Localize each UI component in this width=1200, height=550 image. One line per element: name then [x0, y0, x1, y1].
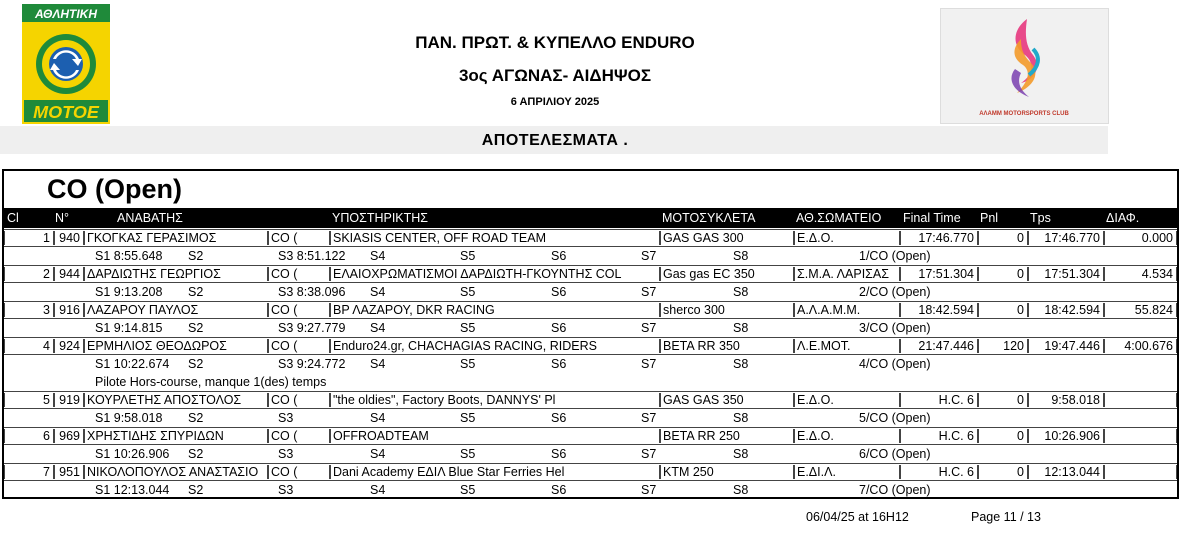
row-s2: S2 [188, 447, 204, 461]
row-position: 5/CO (Open) [859, 411, 931, 425]
row-club: Ε.ΔΙ.Λ. [794, 465, 900, 479]
row-s8: S8 [733, 483, 749, 497]
row-bike: KTM 250 [660, 465, 794, 479]
table-row [4, 265, 1177, 283]
col-class: Cl [7, 211, 19, 225]
row-diff: 0.000 [1104, 231, 1177, 245]
row-final-time: 18:42.594 [900, 303, 978, 317]
row-s4: S4 [370, 249, 386, 263]
row-final-time: H.C. 6 [900, 429, 978, 443]
row-rider: ΧΡΗΣΤΙΔΗΣ ΣΠΥΡΙΔΩΝ [84, 429, 268, 443]
row-s7: S7 [641, 357, 657, 371]
row-s4: S4 [370, 483, 386, 497]
row-s1: S1 9:58.018 [95, 411, 163, 425]
row-club: Α.Λ.Α.Μ.Μ. [794, 303, 900, 317]
row-s1: S1 8:55.648 [95, 249, 163, 263]
row-bike: Gas gas EC 350 [660, 267, 794, 281]
row-s1: S1 9:14.815 [95, 321, 163, 335]
row-diff: 55.824 [1104, 303, 1177, 317]
row-sponsor: ΕΛΑΙΟΧΡΩΜΑΤΙΣΜΟΙ ΔΑΡΔΙΩΤΗ-ΓΚΟΥΝΤΗΣ COL [330, 267, 660, 281]
row-rider: ΔΑΡΔΙΩΤΗΣ ΓΕΩΡΓΙΟΣ [84, 267, 268, 281]
row-class: 2 [4, 267, 54, 281]
row-diff: 4:00.676 [1104, 339, 1177, 353]
championship-title: ΠΑΝ. ΠΡΩΤ. & ΚΥΠΕΛΛΟ ENDURO [415, 33, 695, 52]
row-number: 940 [54, 231, 84, 245]
row-bike: GAS GAS 350 [660, 393, 794, 407]
row-s8: S8 [733, 321, 749, 335]
row-s5: S5 [460, 483, 476, 497]
row-penalty: 120 [978, 339, 1028, 353]
event-date: 6 ΑΠΡΙΛΙΟΥ 2025 [510, 96, 600, 108]
row-class: 3 [4, 303, 54, 317]
col-diff: ΔΙΑΦ. [1106, 211, 1140, 225]
row-penalty: 0 [978, 231, 1028, 245]
row-category: CO ( [268, 339, 330, 353]
row-club: Ε.Δ.Ο. [794, 393, 900, 407]
row-s5: S5 [460, 249, 476, 263]
row-number: 969 [54, 429, 84, 443]
table-row [4, 301, 1177, 319]
row-s6: S6 [551, 447, 567, 461]
col-penalty: Pnl [980, 211, 999, 225]
row-final-time: 21:47.446 [900, 339, 978, 353]
row-bike: BETA RR 350 [660, 339, 794, 353]
row-s8: S8 [733, 447, 749, 461]
print-timestamp: 06/04/25 at 16H12 [806, 510, 909, 524]
row-tps: 10:26.906 [1028, 429, 1104, 443]
row-s2: S2 [188, 321, 204, 335]
row-sponsor: "the oldies", Factory Boots, DANNYS' Pl [330, 393, 660, 407]
row-s1: S1 10:22.674 [95, 357, 170, 371]
club-logo-text: ΑΛΑΜΜ MOTORSPORTS CLUB [979, 111, 1069, 117]
row-sponsor: OFFROADTEAM [330, 429, 660, 443]
row-s4: S4 [370, 285, 386, 299]
row-class: 6 [4, 429, 54, 443]
row-number: 944 [54, 267, 84, 281]
row-rider: ΕΡΜΗΛΙΟΣ ΘΕΟΔΩΡΟΣ [84, 339, 268, 353]
row-sponsor: Dani Academy ΕΔΙΛ Blue Star Ferries Hel [330, 465, 660, 479]
row-s6: S6 [551, 249, 567, 263]
row-s5: S5 [460, 285, 476, 299]
club-logo [940, 8, 1109, 124]
row-diff: 4.534 [1104, 267, 1177, 281]
row-sponsor: Enduro24.gr, CHACHAGIAS RACING, RIDERS [330, 339, 660, 353]
row-s4: S4 [370, 411, 386, 425]
col-club: ΑΘ.ΣΩΜΑΤΕΙΟ [796, 211, 882, 225]
row-s4: S4 [370, 321, 386, 335]
table-row [4, 427, 1177, 445]
row-number: 951 [54, 465, 84, 479]
row-s1: S1 9:13.208 [95, 285, 163, 299]
row-s5: S5 [460, 321, 476, 335]
row-s6: S6 [551, 483, 567, 497]
row-s7: S7 [641, 483, 657, 497]
row-penalty: 0 [978, 465, 1028, 479]
row-final-time: H.C. 6 [900, 465, 978, 479]
row-category: CO ( [268, 429, 330, 443]
row-note: Pilote Hors-course, manque 1(des) temps [95, 375, 327, 389]
row-rider: ΛΑΖΑΡΟΥ ΠΑΥΛΟΣ [84, 303, 268, 317]
row-sponsor: SKIASIS CENTER, OFF ROAD TEAM [330, 231, 660, 245]
row-number: 924 [54, 339, 84, 353]
row-position: 7/CO (Open) [859, 483, 931, 497]
col-tps: Tps [1030, 211, 1051, 225]
row-final-time: 17:46.770 [900, 231, 978, 245]
row-s5: S5 [460, 447, 476, 461]
row-tps: 19:47.446 [1028, 339, 1104, 353]
row-s1: S1 10:26.906 [95, 447, 170, 461]
row-s7: S7 [641, 411, 657, 425]
row-final-time: 17:51.304 [900, 267, 978, 281]
row-s4: S4 [370, 357, 386, 371]
row-category: CO ( [268, 303, 330, 317]
table-row [4, 229, 1177, 247]
logo-top-text: ΑΘΛΗΤΙΚΗ [35, 7, 97, 21]
row-s2: S2 [188, 483, 204, 497]
row-penalty: 0 [978, 303, 1028, 317]
table-row [4, 337, 1177, 355]
row-category: CO ( [268, 267, 330, 281]
row-diff [1104, 393, 1177, 407]
col-rider: ΑΝΑΒΑΤΗΣ [117, 211, 183, 225]
category-title: CO (Open) [47, 174, 182, 204]
row-number: 916 [54, 303, 84, 317]
row-class: 5 [4, 393, 54, 407]
results-label: ΑΠΟΤΕΛΕΣΜΑΤΑ . [481, 132, 629, 149]
row-category: CO ( [268, 231, 330, 245]
table-row [4, 463, 1177, 481]
row-s3: S3 8:38.096 [278, 285, 346, 299]
row-penalty: 0 [978, 429, 1028, 443]
row-class: 1 [4, 231, 54, 245]
row-position: 6/CO (Open) [859, 447, 931, 461]
row-s6: S6 [551, 411, 567, 425]
col-bike: ΜΟΤΟΣΥΚΛΕΤΑ [662, 211, 756, 225]
row-final-time: H.C. 6 [900, 393, 978, 407]
row-s3: S3 8:51.122 [278, 249, 346, 263]
row-s3: S3 [278, 483, 294, 497]
row-s6: S6 [551, 321, 567, 335]
row-s4: S4 [370, 447, 386, 461]
row-tps: 9:58.018 [1028, 393, 1104, 407]
row-category: CO ( [268, 465, 330, 479]
row-class: 4 [4, 339, 54, 353]
row-bike: GAS GAS 300 [660, 231, 794, 245]
row-tps: 17:46.770 [1028, 231, 1104, 245]
page-number: Page 11 / 13 [971, 510, 1041, 524]
col-number: N° [55, 211, 70, 225]
col-final-time: Final Time [903, 211, 961, 225]
row-tps: 17:51.304 [1028, 267, 1104, 281]
row-position: 1/CO (Open) [859, 249, 931, 263]
row-club: Ε.Δ.Ο. [794, 231, 900, 245]
row-s2: S2 [188, 411, 204, 425]
row-number: 919 [54, 393, 84, 407]
row-s3: S3 9:27.779 [278, 321, 346, 335]
row-rider: ΓΚΟΓΚΑΣ ΓΕΡΑΣΙΜΟΣ [84, 231, 268, 245]
row-s3: S3 9:24.772 [278, 357, 346, 371]
row-s7: S7 [641, 249, 657, 263]
row-bike: sherco 300 [660, 303, 794, 317]
row-diff [1104, 429, 1177, 443]
row-tps: 12:13.044 [1028, 465, 1104, 479]
event-title: 3ος ΑΓΩΝΑΣ- ΑΙΔΗΨΟΣ [458, 66, 652, 85]
row-s8: S8 [733, 285, 749, 299]
row-s7: S7 [641, 447, 657, 461]
row-s5: S5 [460, 411, 476, 425]
row-sponsor: ΒΡ ΛΑΖΑΡΟΥ, DKR RACING [330, 303, 660, 317]
row-penalty: 0 [978, 267, 1028, 281]
row-club: Ε.Δ.Ο. [794, 429, 900, 443]
row-s8: S8 [733, 249, 749, 263]
row-s6: S6 [551, 285, 567, 299]
row-s3: S3 [278, 411, 294, 425]
row-s1: S1 12:13.044 [95, 483, 170, 497]
row-s3: S3 [278, 447, 294, 461]
row-position: 3/CO (Open) [859, 321, 931, 335]
row-tps: 18:42.594 [1028, 303, 1104, 317]
federation-logo [22, 4, 110, 124]
col-sponsor: ΥΠΟΣΤΗΡΙΚΤΗΣ [332, 211, 429, 225]
row-s5: S5 [460, 357, 476, 371]
row-s7: S7 [641, 285, 657, 299]
logo-bottom-text: ΜΟΤΟΕ [33, 102, 99, 122]
row-rider: ΝΙΚΟΛΟΠΟΥΛΟΣ ΑΝΑΣΤΑΣΙΟ [84, 465, 268, 479]
row-s7: S7 [641, 321, 657, 335]
table-row [4, 391, 1177, 409]
row-diff [1104, 465, 1177, 479]
row-category: CO ( [268, 393, 330, 407]
row-rider: ΚΟΥΡΛΕΤΗΣ ΑΠΟΣΤΟΛΟΣ [84, 393, 268, 407]
row-s8: S8 [733, 411, 749, 425]
row-s2: S2 [188, 357, 204, 371]
row-s2: S2 [188, 249, 204, 263]
row-s2: S2 [188, 285, 204, 299]
row-club: Σ.Μ.Α. ΛΑΡΙΣΑΣ [794, 267, 900, 281]
row-bike: BETA RR 250 [660, 429, 794, 443]
row-penalty: 0 [978, 393, 1028, 407]
row-class: 7 [4, 465, 54, 479]
row-position: 4/CO (Open) [859, 357, 931, 371]
row-s8: S8 [733, 357, 749, 371]
row-position: 2/CO (Open) [859, 285, 931, 299]
row-club: Λ.Ε.ΜΟΤ. [794, 339, 900, 353]
row-s6: S6 [551, 357, 567, 371]
